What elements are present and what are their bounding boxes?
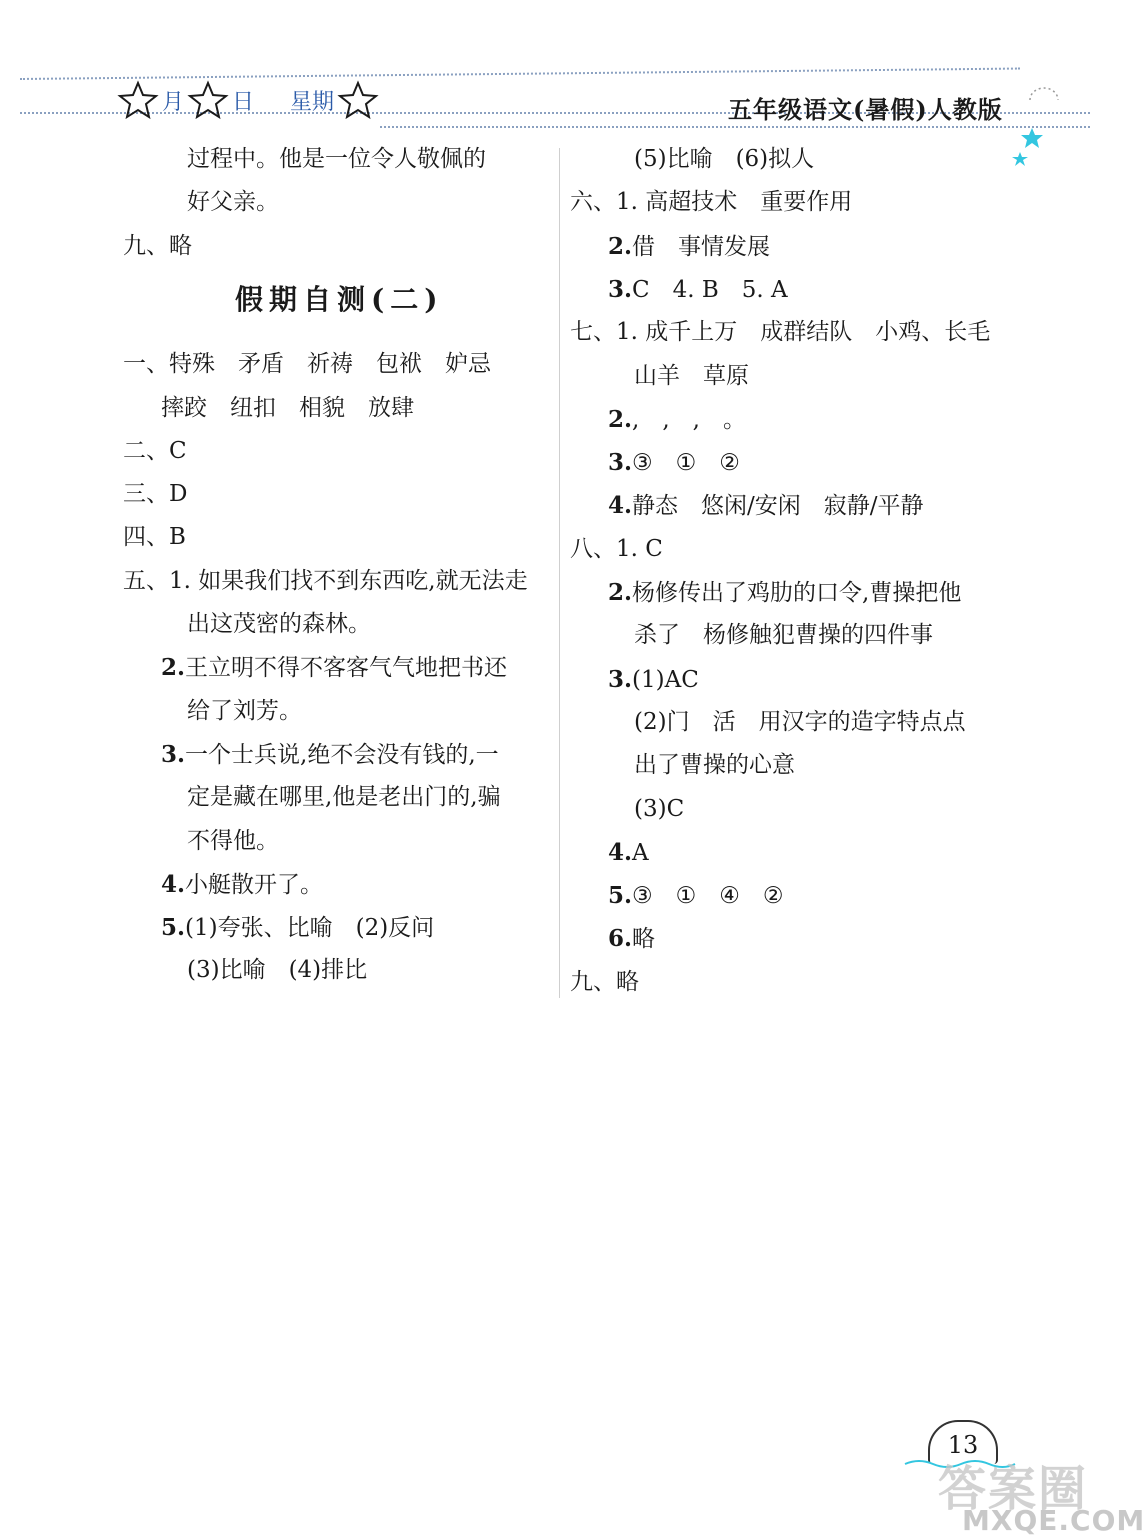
- answer-text: 七、1. 成千上万 成群结队 小鸡、长毛: [570, 319, 991, 346]
- star-icon: [118, 80, 158, 120]
- answer-line: [608, 658, 699, 701]
- star-icon: [188, 80, 228, 120]
- answer-line: [123, 473, 187, 516]
- answer-line: [608, 874, 784, 917]
- answer-text: 小艇散开了。: [185, 871, 324, 898]
- answer-text: 定是藏在哪里,他是老出门的,骗: [187, 784, 501, 811]
- answer-text: 一个士兵说,绝不会没有钱的,一: [185, 741, 499, 768]
- answer-line: [187, 949, 367, 992]
- answer-text: 王立明不得不客客气气地把书还: [185, 655, 508, 682]
- weekday-label: 星期: [290, 89, 335, 115]
- item-number: 5.: [608, 882, 633, 910]
- answer-line: [123, 343, 491, 386]
- answer-text: 九、略: [570, 968, 639, 995]
- watermark-logo-text: 答案圈: [938, 1461, 1089, 1517]
- answer-text: A: [632, 839, 649, 866]
- answer-text: 好父亲。: [187, 189, 279, 216]
- answer-text: (2)门 活 用汉字的造字特点点: [634, 708, 966, 735]
- answer-line: [608, 441, 740, 484]
- answer-line: [161, 906, 434, 949]
- answer-line: [123, 225, 192, 268]
- answer-line: [187, 138, 486, 181]
- book-title: 五年级语文(暑假)人教版: [728, 95, 1003, 124]
- answer-text: 给了刘芳。: [187, 697, 302, 724]
- answer-line: [634, 355, 749, 398]
- item-number: 4.: [608, 838, 633, 866]
- answer-line: [608, 398, 746, 441]
- answer-line: [235, 278, 444, 321]
- answer-text: 六、1. 高超技术 重要作用: [570, 189, 853, 216]
- answer-line: [187, 603, 371, 646]
- answer-text: , , , 。: [632, 406, 746, 433]
- answer-line: [608, 268, 788, 311]
- answer-text: 摔跤 纽扣 相貌 放肆: [161, 394, 414, 421]
- answer-line: [634, 701, 966, 744]
- answer-text: 九、略: [123, 232, 192, 259]
- column-divider: [559, 148, 560, 998]
- answer-line: [608, 917, 655, 960]
- answer-line: [570, 311, 990, 354]
- answer-line: [634, 788, 684, 831]
- answer-text: (1)AC: [632, 666, 699, 693]
- answer-text: 山羊 草原: [634, 362, 749, 389]
- answer-line: [634, 744, 795, 787]
- answer-line: [161, 387, 414, 430]
- item-number: 2.: [161, 654, 186, 682]
- item-number: 3.: [608, 275, 633, 303]
- item-number: 2.: [608, 405, 633, 433]
- item-number: 4.: [608, 492, 633, 520]
- answer-text: 一、特殊 矛盾 祈祷 包袱 妒忌: [123, 351, 491, 378]
- answer-text: 杨修传出了鸡肋的口令,曹操把他: [632, 580, 962, 606]
- answer-text: 五、1. 如果我们找不到东西吃,就无法走: [123, 567, 528, 594]
- item-number: 2.: [608, 232, 633, 260]
- star-icon: [338, 80, 378, 120]
- answer-text: 二、C: [123, 437, 187, 464]
- answer-text: ③ ① ②: [632, 450, 740, 477]
- answer-line: [608, 225, 770, 268]
- answer-text: (1)夸张、比喻 (2)反问: [185, 915, 435, 942]
- date-header: [118, 80, 378, 120]
- answer-line: [608, 831, 649, 874]
- answer-line: [161, 646, 507, 689]
- item-number: 3.: [608, 449, 633, 477]
- answer-text: 出这茂密的森林。: [187, 611, 371, 637]
- item-number: 3.: [161, 740, 186, 768]
- item-number: 5.: [161, 914, 186, 942]
- answer-text: C 4. B 5. A: [632, 276, 788, 303]
- answer-line: [187, 181, 279, 224]
- answer-line: [123, 430, 187, 473]
- answer-text: 略: [632, 926, 656, 953]
- answer-line: [570, 961, 639, 1004]
- answer-line: [608, 571, 961, 614]
- header-dotted-line-top: [20, 68, 1020, 80]
- item-number: 6.: [608, 925, 633, 953]
- answer-line: [608, 484, 924, 527]
- watermark: [938, 1450, 1145, 1537]
- answer-text: 出了曹操的心意: [634, 752, 795, 779]
- answer-text: (5)比喻 (6)拟人: [634, 146, 815, 172]
- answer-line: [161, 733, 499, 776]
- day-label: 日: [232, 89, 255, 115]
- answer-text: 三、D: [123, 481, 188, 508]
- answer-text: 不得他。: [187, 827, 279, 854]
- answer-text: 八、1. C: [570, 535, 663, 562]
- answer-text: 借 事情发展: [632, 233, 771, 260]
- item-number: 2.: [608, 579, 633, 606]
- page-number: 13: [928, 1420, 998, 1464]
- answer-line: [187, 820, 279, 863]
- answer-line: [123, 560, 528, 603]
- answer-line: [187, 776, 501, 819]
- answer-line: [123, 516, 186, 559]
- item-number: 4.: [161, 870, 186, 898]
- answer-line: [634, 138, 814, 181]
- section-title: 假期自测(二): [235, 282, 444, 316]
- answer-text: (3)C: [634, 795, 685, 822]
- answer-text: 四、B: [123, 524, 186, 551]
- answer-text: (3)比喻 (4)排比: [187, 957, 368, 984]
- item-number: 3.: [608, 665, 633, 693]
- answer-text: 杀了 杨修触犯曹操的四件事: [634, 622, 933, 649]
- answer-line: [570, 181, 852, 224]
- answer-text: ③ ① ④ ②: [632, 883, 784, 910]
- answer-line: [187, 690, 302, 733]
- answer-text: 静态 悠闲/安闲 寂静/平静: [632, 493, 924, 520]
- answer-text: 过程中。他是一位令人敬佩的: [187, 146, 486, 172]
- answer-line: [634, 614, 933, 657]
- answer-line: [570, 528, 663, 571]
- decorative-stars-icon: [1010, 90, 1080, 180]
- answer-line: [161, 863, 323, 906]
- month-label: 月: [162, 89, 185, 115]
- header-dotted-line-bottom: [380, 126, 1090, 128]
- watermark-url: MXQE.COM: [962, 1504, 1145, 1537]
